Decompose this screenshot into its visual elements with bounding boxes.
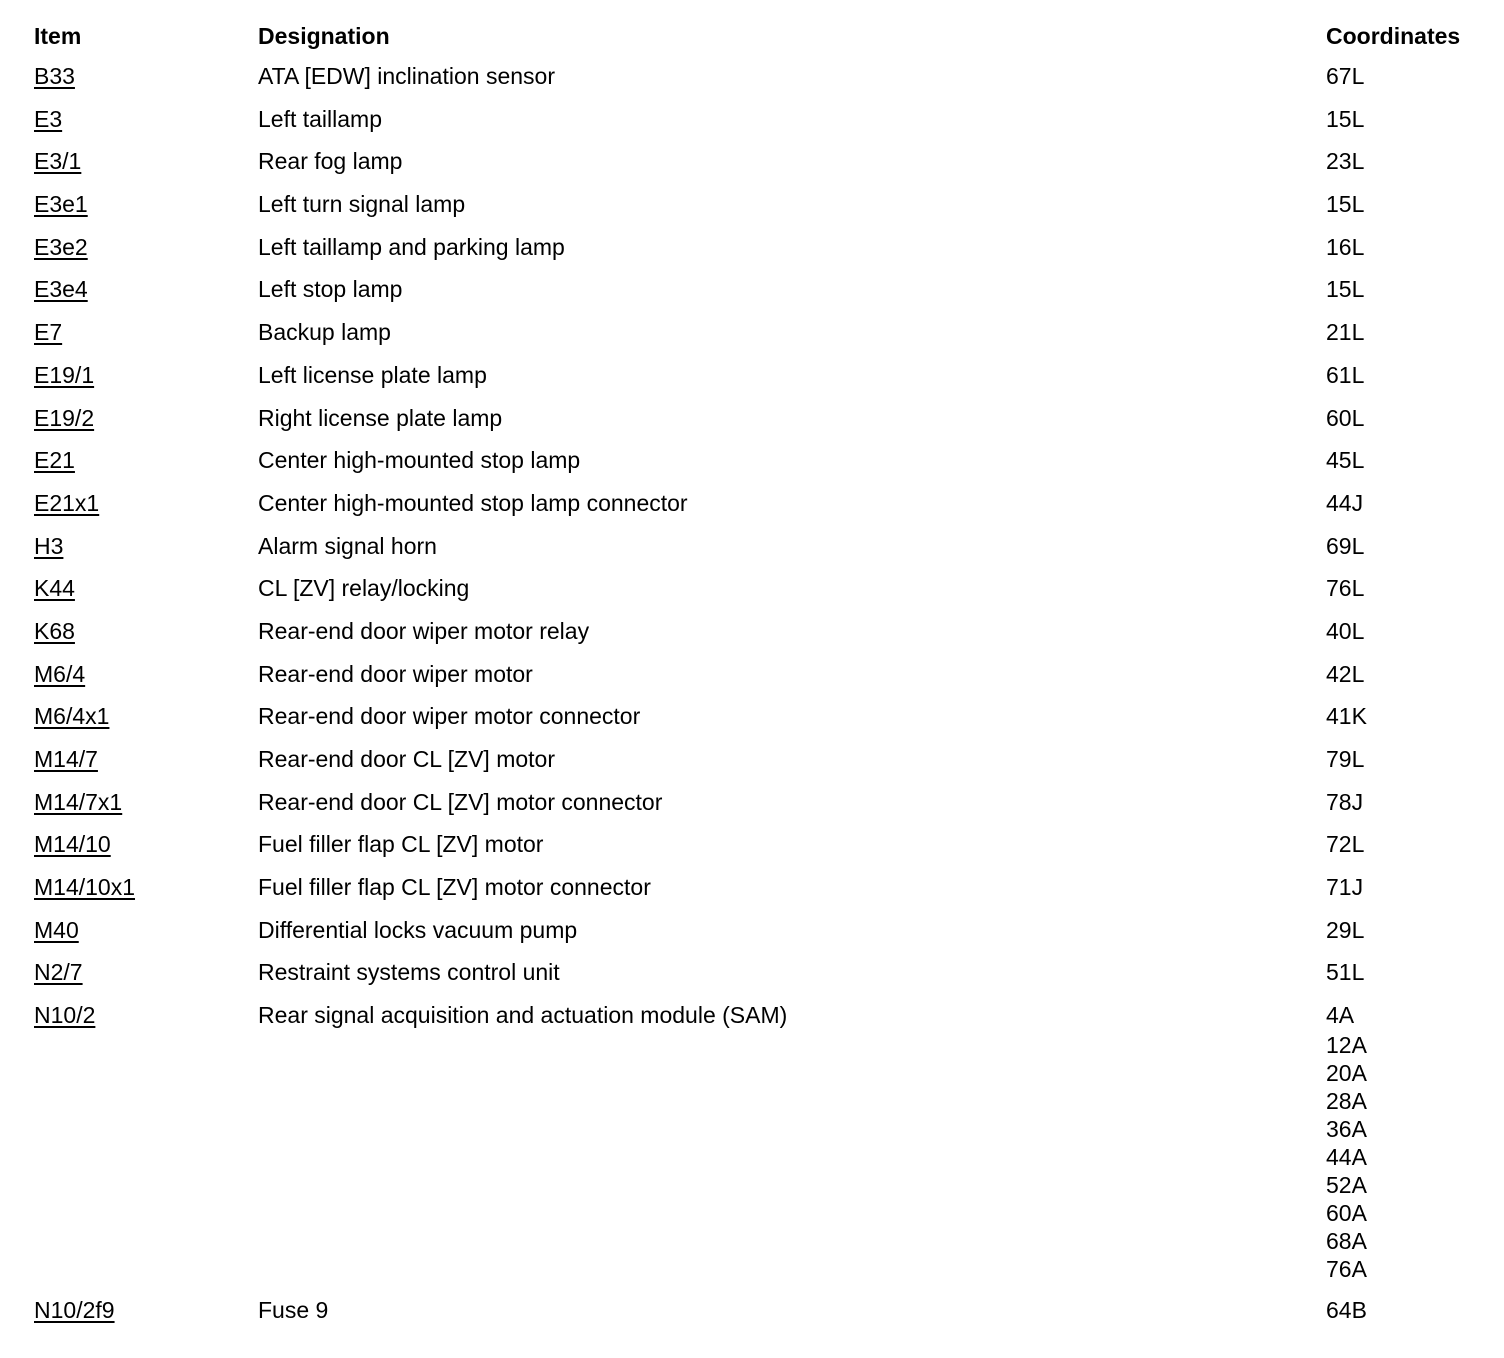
coordinate-value: 15L <box>1326 105 1365 132</box>
table-row <box>34 914 1484 946</box>
table-row <box>34 487 1484 519</box>
designation-cell: Right license plate lamp <box>258 404 503 431</box>
coordinate-value: 44A <box>1326 1144 1367 1171</box>
table-row <box>34 316 1484 348</box>
designation-cell: Alarm signal horn <box>258 532 437 559</box>
item-link[interactable]: N2/7 <box>34 959 83 986</box>
coordinate-value: 36A <box>1326 1116 1367 1143</box>
coordinate-value: 71J <box>1326 874 1364 901</box>
designation-cell: Left taillamp <box>258 105 383 132</box>
component-legend-table <box>34 20 1484 1337</box>
table-row <box>34 999 1484 1283</box>
item-cell <box>34 60 258 92</box>
item-link[interactable]: E19/1 <box>34 361 95 388</box>
table-row <box>34 743 1484 775</box>
coordinate-value: 29L <box>1326 916 1365 943</box>
coordinates-cell <box>1326 1294 1484 1326</box>
table-body <box>34 60 1484 1326</box>
designation-cell: Center high-mounted stop lamp <box>258 447 581 474</box>
table-row <box>34 359 1484 391</box>
item-link[interactable]: E3e4 <box>34 276 88 303</box>
coordinate-value: 79L <box>1326 746 1365 772</box>
designation-cell: Fuel filler flap CL [ZV] motor connector <box>258 874 651 901</box>
coordinate-value: 52A <box>1326 1172 1367 1199</box>
coordinate-value: 60L <box>1326 404 1365 431</box>
table-row <box>34 1294 1484 1326</box>
item-cell <box>34 700 258 732</box>
coordinate-value: 64B <box>1326 1296 1367 1323</box>
coordinate-value: 78J <box>1326 788 1364 815</box>
item-link[interactable]: K44 <box>34 575 75 602</box>
item-link[interactable]: N10/2f9 <box>34 1296 115 1323</box>
coordinate-value: 15L <box>1326 191 1365 218</box>
coordinate-value: 67L <box>1326 63 1365 89</box>
coordinate-value: 4A <box>1326 1002 1355 1029</box>
coordinates-cell <box>1326 572 1484 604</box>
table-row <box>34 786 1484 818</box>
designation-cell: Left stop lamp <box>258 276 403 303</box>
coordinates-cell <box>1326 786 1484 818</box>
designation-cell: Rear-end door CL [ZV] motor connector <box>258 788 663 815</box>
item-cell <box>34 956 258 988</box>
designation-cell: Rear-end door wiper motor <box>258 660 533 687</box>
header-designation: Designation <box>258 23 390 49</box>
table-row <box>34 615 1484 647</box>
coordinates-cell <box>1326 530 1484 562</box>
coordinates-cell <box>1326 999 1484 1283</box>
item-link[interactable]: H3 <box>34 532 64 559</box>
item-cell <box>34 402 258 434</box>
designation-cell: Rear fog lamp <box>258 148 403 175</box>
coordinates-cell <box>1326 743 1484 775</box>
header-item: Item <box>34 23 82 49</box>
coordinate-value: 42L <box>1326 660 1365 687</box>
item-link[interactable]: M14/10x1 <box>34 874 136 901</box>
coordinate-value: 21L <box>1326 319 1365 346</box>
designation-cell: Fuel filler flap CL [ZV] motor <box>258 831 544 858</box>
designation-cell: ATA [EDW] inclination sensor <box>258 63 555 89</box>
designation-cell: Fuse 9 <box>258 1296 329 1323</box>
coordinate-value: 44J <box>1326 489 1364 516</box>
item-link[interactable]: B33 <box>34 63 75 89</box>
table-row <box>34 530 1484 562</box>
item-link[interactable]: M14/7x1 <box>34 788 123 815</box>
item-cell <box>34 359 258 391</box>
designation-cell: Rear-end door wiper motor relay <box>258 617 590 644</box>
table-row <box>34 956 1484 988</box>
designation-cell: CL [ZV] relay/locking <box>258 575 470 602</box>
item-link[interactable]: M14/10 <box>34 831 111 858</box>
designation-cell: Left license plate lamp <box>258 361 487 388</box>
item-cell <box>34 572 258 604</box>
coordinates-cell <box>1326 615 1484 647</box>
coordinate-value: 40L <box>1326 617 1365 644</box>
item-link[interactable]: E21 <box>34 447 75 474</box>
coordinates-cell <box>1326 828 1484 860</box>
coordinates-cell <box>1326 956 1484 988</box>
item-cell <box>34 530 258 562</box>
table-row <box>34 231 1484 263</box>
table-row <box>34 273 1484 305</box>
table-row <box>34 145 1484 177</box>
coordinates-cell <box>1326 402 1484 434</box>
coordinate-value: 72L <box>1326 831 1365 858</box>
table-row <box>34 402 1484 434</box>
coordinate-value: 76A <box>1326 1256 1367 1283</box>
coordinate-value: 12A <box>1326 1032 1367 1059</box>
header-coordinates: Coordinates <box>1326 23 1461 49</box>
coordinates-cell <box>1326 359 1484 391</box>
designation-cell: Center high-mounted stop lamp connector <box>258 489 688 516</box>
item-cell <box>34 786 258 818</box>
coordinates-cell <box>1326 145 1484 177</box>
coordinates-cell <box>1326 914 1484 946</box>
item-link[interactable]: N10/2 <box>34 1002 96 1029</box>
item-cell <box>34 487 258 519</box>
item-link[interactable]: M6/4 <box>34 660 86 687</box>
coordinates-cell <box>1326 700 1484 732</box>
designation-cell: Rear-end door wiper motor connector <box>258 703 641 730</box>
item-link[interactable]: M6/4x1 <box>34 703 110 730</box>
item-cell <box>34 743 258 775</box>
item-cell <box>34 658 258 690</box>
coordinate-value: 20A <box>1326 1060 1367 1087</box>
item-link[interactable]: E3 <box>34 105 63 132</box>
coordinates-cell <box>1326 316 1484 348</box>
table-header <box>34 20 1484 60</box>
coordinates-cell <box>1326 487 1484 519</box>
designation-cell: Backup lamp <box>258 319 391 346</box>
item-link[interactable]: E21x1 <box>34 489 100 516</box>
item-link[interactable]: E3e1 <box>34 191 88 218</box>
item-cell <box>34 914 258 946</box>
designation-cell: Left taillamp and parking lamp <box>258 233 565 260</box>
item-cell <box>34 316 258 348</box>
item-cell <box>34 188 258 220</box>
item-cell <box>34 444 258 476</box>
item-link[interactable]: M40 <box>34 916 79 943</box>
coordinate-value: 45L <box>1326 447 1365 474</box>
table-row <box>34 60 1484 92</box>
coordinate-value: 15L <box>1326 276 1365 303</box>
coordinates-cell <box>1326 231 1484 263</box>
coordinate-value: 61L <box>1326 361 1365 388</box>
item-cell <box>34 828 258 860</box>
table-row <box>34 871 1484 903</box>
coordinate-value: 60A <box>1326 1200 1367 1227</box>
item-cell <box>34 999 258 1031</box>
table-row <box>34 444 1484 476</box>
item-cell <box>34 1294 258 1326</box>
table-row <box>34 188 1484 220</box>
item-link[interactable]: M14/7 <box>34 746 98 772</box>
item-link[interactable]: E19/2 <box>34 404 95 431</box>
coordinate-value: 23L <box>1326 148 1365 175</box>
table-row <box>34 700 1484 732</box>
item-cell <box>34 273 258 305</box>
coordinate-value: 16L <box>1326 233 1365 260</box>
coordinate-value: 69L <box>1326 532 1365 559</box>
item-link[interactable]: E7 <box>34 319 63 346</box>
coordinate-value: 41K <box>1326 703 1367 730</box>
designation-cell: Differential locks vacuum pump <box>258 916 578 943</box>
item-cell <box>34 103 258 135</box>
coordinates-cell <box>1326 658 1484 690</box>
coordinate-value: 76L <box>1326 575 1365 602</box>
coordinate-value: 28A <box>1326 1088 1367 1115</box>
designation-cell: Left turn signal lamp <box>258 191 466 218</box>
designation-cell: Rear-end door CL [ZV] motor <box>258 746 555 772</box>
item-cell <box>34 231 258 263</box>
table-row <box>34 828 1484 860</box>
coordinates-cell <box>1326 444 1484 476</box>
coordinates-cell <box>1326 871 1484 903</box>
item-cell <box>34 615 258 647</box>
coordinates-cell <box>1326 60 1484 92</box>
table-row <box>34 658 1484 690</box>
item-link[interactable]: E3/1 <box>34 148 82 175</box>
coordinate-value: 51L <box>1326 959 1365 986</box>
designation-cell: Rear signal acquisition and actuation module (SAM) <box>258 1002 788 1029</box>
item-cell <box>34 871 258 903</box>
item-cell <box>34 145 258 177</box>
item-link[interactable]: E3e2 <box>34 233 88 260</box>
coordinates-cell <box>1326 103 1484 135</box>
designation-cell: Restraint systems control unit <box>258 959 560 986</box>
table-row <box>34 103 1484 135</box>
coordinate-value: 68A <box>1326 1228 1367 1255</box>
item-link[interactable]: K68 <box>34 617 75 644</box>
table-row <box>34 572 1484 604</box>
coordinates-cell <box>1326 188 1484 220</box>
coordinates-cell <box>1326 273 1484 305</box>
